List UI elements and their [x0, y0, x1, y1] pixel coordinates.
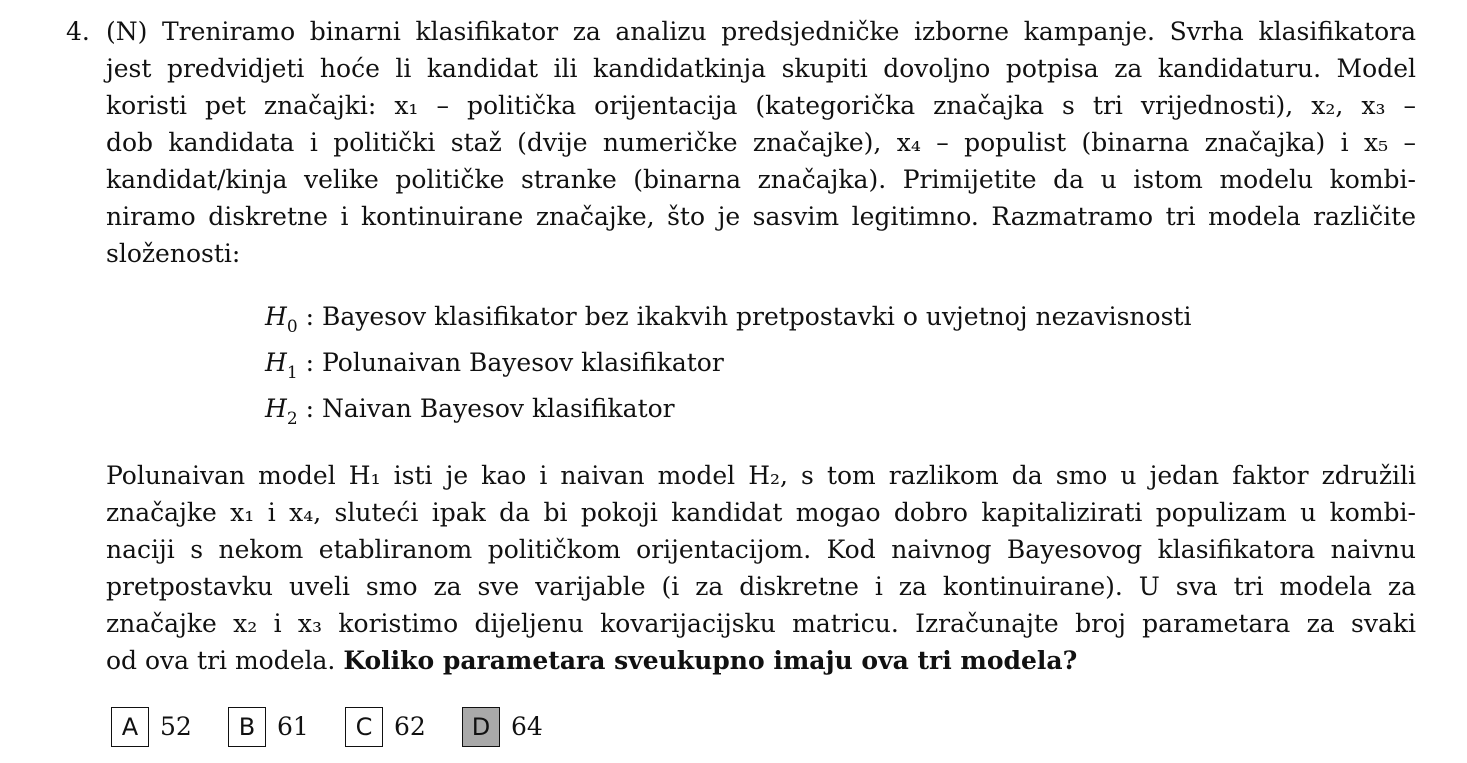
answer-value: 61	[277, 712, 309, 741]
question-number: 4.	[66, 17, 90, 46]
detail-line: značajke x₂ i x₃ koristimo dijeljenu kovarijacijsku matricu. Izračunajte broj parametara za svaki	[106, 609, 1416, 638]
intro-line: koristi pet značajki: x₁ – politička orijentacija (kategorička značajka s tri vrijednosti), x₂, x₃ –	[106, 91, 1416, 120]
final-line	[106, 642, 1416, 679]
detail-line: značajke x₁ i x₄, sluteći ipak da bi pokoji kandidat mogao dobro kapitalizirati populizam u kombi-	[106, 498, 1416, 527]
question-intro-paragraph	[106, 13, 1416, 272]
answer-letter-box[interactable]: C	[345, 707, 383, 747]
answer-letter-box-selected[interactable]: D	[462, 707, 500, 747]
hypothesis-index: 0	[286, 317, 298, 337]
detail-line: Polunaivan model H₁ isti je kao i naivan model H₂, s tom razlikom da smo u jedan faktor združili	[106, 461, 1416, 490]
final-line-text: od ova tri modela.	[106, 646, 344, 675]
hypothesis-h0	[265, 298, 1191, 339]
intro-line: dob kandidata i politički staž (dvije numeričke značajke), x₄ – populist (binarna značajka) i x₅ –	[106, 128, 1416, 157]
hypothesis-symbol: H	[265, 394, 287, 423]
detail-line: pretpostavku uveli smo za sve varijable (i za diskretne i za kontinuirane). U sva tri modela za	[106, 572, 1416, 601]
intro-line: niramo diskretne i kontinuirane značajke, što je sasvim legitimno. Razmatramo tri modela različite	[106, 202, 1416, 231]
hypothesis-text: : Naivan Bayesov klasifikator	[305, 394, 675, 423]
answer-value: 64	[511, 712, 543, 741]
answer-letter-box[interactable]: A	[111, 707, 149, 747]
hypothesis-h1	[265, 344, 724, 385]
hypothesis-symbol: H	[265, 348, 287, 377]
answer-letter-box[interactable]: B	[228, 707, 266, 747]
intro-line: (N) Treniramo binarni klasifikator za analizu predsjedničke izborne kampanje. Svrha klasifikatora	[106, 17, 1416, 46]
detail-line: naciji s nekom etabliranom političkom orijentacijom. Kod naivnog Bayesovog klasifikatora naivnu	[106, 535, 1416, 564]
hypothesis-symbol: H	[265, 302, 287, 331]
intro-line: kandidat/kinja velike političke stranke (binarna značajka). Primijetite da u istom modelu kombi-	[106, 165, 1416, 194]
question-prompt: Koliko parametara sveukupno imaju ova tri modela?	[343, 646, 1078, 675]
question-detail-paragraph	[106, 457, 1416, 679]
intro-line: jest predvidjeti hoće li kandidat ili kandidatkinja skupiti dovoljno potpisa za kandidaturu. Model	[106, 54, 1416, 83]
answer-value: 52	[160, 712, 192, 741]
hypothesis-text: : Bayesov klasifikator bez ikakvih pretpostavki o uvjetnoj nezavisnosti	[305, 302, 1192, 331]
hypothesis-index: 1	[286, 363, 298, 383]
hypothesis-index: 2	[286, 409, 298, 429]
hypothesis-h2	[265, 390, 675, 431]
intro-line: složenosti:	[106, 239, 241, 268]
answer-value: 62	[394, 712, 426, 741]
hypothesis-text: : Polunaivan Bayesov klasifikator	[305, 348, 724, 377]
